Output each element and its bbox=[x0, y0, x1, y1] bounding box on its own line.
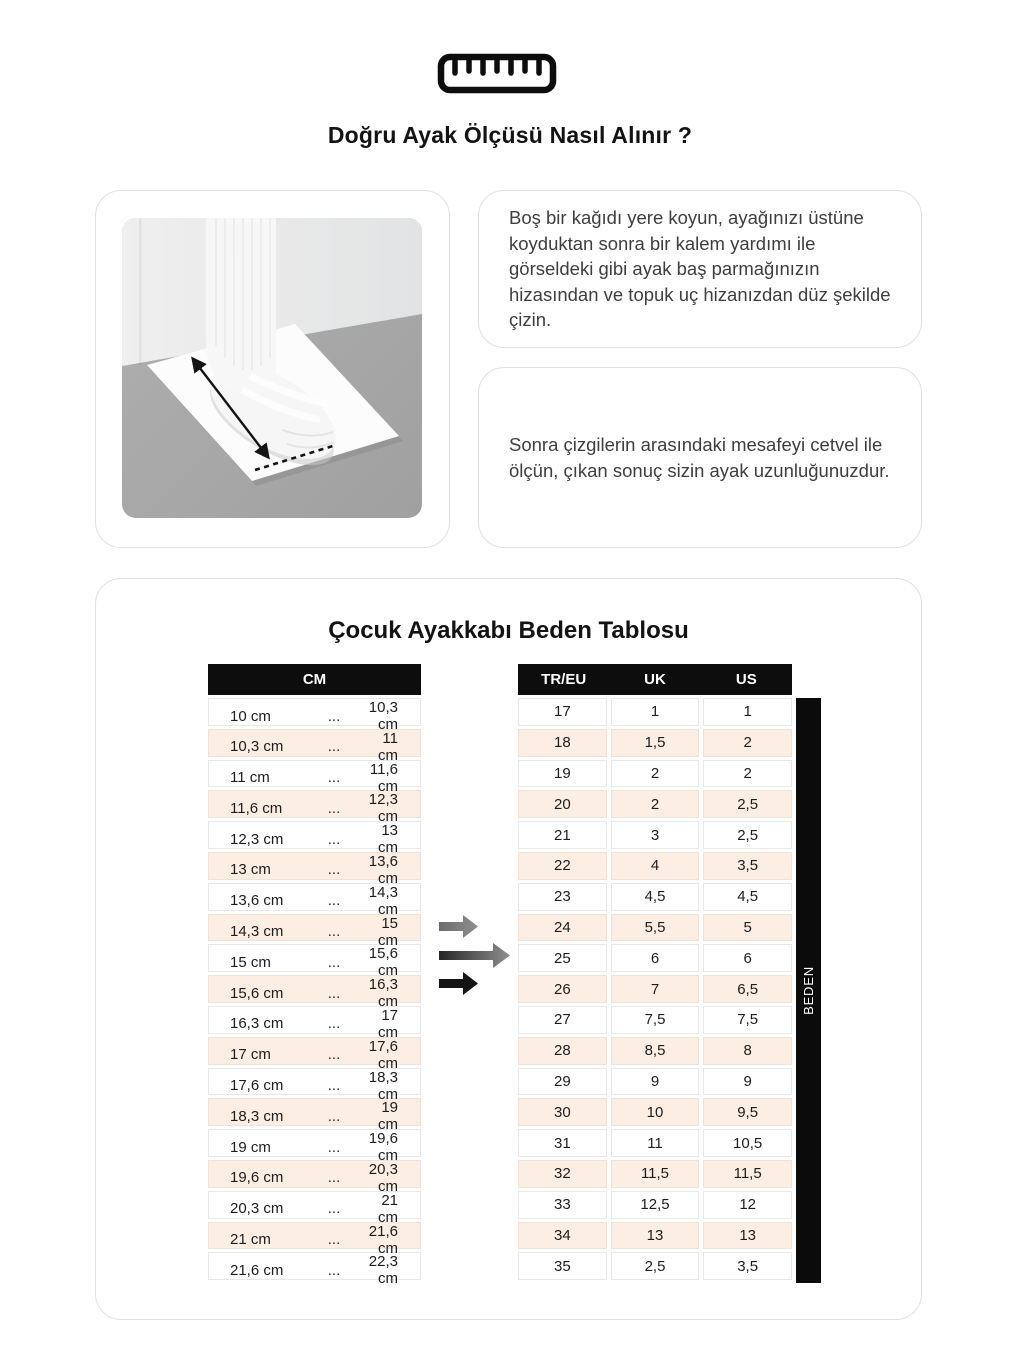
uk-value: 1,5 bbox=[611, 729, 700, 757]
instruction-step-1: Boş bir kağıdı yere koyun, ayağınızı üstüne koyduktan sonra bir kalem yardımı ile görseldeki gibi ayak baş parmağınızın hizasından ve topuk uç hizanızdan düz şekilde çizin. bbox=[509, 207, 891, 331]
size-table-title: Çocuk Ayakkabı Beden Tablosu bbox=[328, 617, 689, 644]
cm-from-value: 21 cm bbox=[230, 1231, 271, 1249]
intl-table-row bbox=[518, 1222, 792, 1250]
cm-to-value: 18,3 cm bbox=[368, 1068, 398, 1103]
cm-table-row bbox=[208, 1191, 421, 1226]
uk-value: 4,5 bbox=[611, 883, 700, 911]
range-separator: ... bbox=[327, 1261, 341, 1279]
us-value: 7,5 bbox=[703, 1006, 792, 1034]
us-value: 2,5 bbox=[703, 821, 792, 849]
page-title: Doğru Ayak Ölçüsü Nasıl Alınır ? bbox=[327, 122, 693, 148]
cm-table-row bbox=[208, 1068, 421, 1103]
uk-value: 9 bbox=[611, 1068, 700, 1096]
cm-from-value: 12,3 cm bbox=[230, 830, 284, 848]
cm-table-row bbox=[208, 729, 421, 764]
range-separator: ... bbox=[327, 738, 341, 756]
tr-eu-value: 20 bbox=[518, 790, 607, 818]
tr-eu-value: 26 bbox=[518, 975, 607, 1003]
cm-to-value: 14,3 cm bbox=[368, 883, 398, 918]
cm-table-row bbox=[208, 1006, 421, 1041]
tr-eu-value: 18 bbox=[518, 729, 607, 757]
beden-label-text: BEDEN bbox=[801, 966, 817, 1015]
cm-table-body bbox=[208, 698, 421, 1288]
tr-eu-value: 28 bbox=[518, 1037, 607, 1065]
range-separator: ... bbox=[327, 892, 341, 910]
intl-size-table bbox=[518, 664, 792, 1283]
cm-to-value: 11 cm bbox=[378, 729, 398, 764]
cm-table-row bbox=[208, 1129, 421, 1165]
cm-from-value: 19,6 cm bbox=[230, 1169, 284, 1187]
intl-table-row bbox=[518, 698, 792, 726]
cm-from-value: 17 cm bbox=[230, 1046, 271, 1064]
cm-table-row bbox=[208, 790, 421, 826]
intl-table-row bbox=[518, 729, 792, 757]
intl-table-row bbox=[518, 1098, 792, 1126]
cm-from-value: 18,3 cm bbox=[230, 1107, 284, 1125]
tr-eu-value: 30 bbox=[518, 1098, 607, 1126]
uk-value: 5,5 bbox=[611, 914, 700, 942]
col-header-uk: UK bbox=[644, 671, 666, 688]
tr-eu-value: 17 bbox=[518, 698, 607, 726]
uk-value: 7,5 bbox=[611, 1006, 700, 1034]
tr-eu-value: 34 bbox=[518, 1222, 607, 1250]
range-separator: ... bbox=[327, 1138, 341, 1156]
range-separator: ... bbox=[327, 861, 341, 879]
tr-eu-value: 24 bbox=[518, 914, 607, 942]
intl-table-row bbox=[518, 1037, 792, 1065]
intl-table-row bbox=[518, 914, 792, 942]
us-value: 12 bbox=[703, 1191, 792, 1219]
uk-value: 11,5 bbox=[611, 1160, 700, 1188]
tr-eu-value: 25 bbox=[518, 944, 607, 972]
cm-table-row bbox=[208, 975, 421, 1011]
intl-table-row bbox=[518, 1160, 792, 1188]
uk-value: 6 bbox=[611, 944, 700, 972]
cm-table-row bbox=[208, 883, 421, 918]
us-value: 8 bbox=[703, 1037, 792, 1065]
tr-eu-value: 22 bbox=[518, 852, 607, 880]
cm-table-row bbox=[208, 760, 421, 795]
us-value: 2,5 bbox=[703, 790, 792, 818]
uk-value: 2 bbox=[611, 790, 700, 818]
foot-measurement-photo bbox=[122, 218, 422, 518]
uk-value: 1 bbox=[611, 698, 700, 726]
us-value: 5 bbox=[703, 914, 792, 942]
tr-eu-value: 27 bbox=[518, 1006, 607, 1034]
cm-to-value: 21 cm bbox=[378, 1191, 398, 1226]
cm-table-row bbox=[208, 1222, 421, 1257]
cm-to-value: 17 cm bbox=[378, 1006, 398, 1041]
col-header-tr-eu: TR/EU bbox=[541, 671, 587, 688]
cm-to-value: 10,3 cm bbox=[368, 699, 398, 733]
range-separator: ... bbox=[327, 1231, 341, 1249]
range-separator: ... bbox=[327, 1169, 341, 1187]
intl-table-row bbox=[518, 852, 792, 880]
cm-to-value: 19 cm bbox=[378, 1099, 398, 1134]
cm-table-row bbox=[208, 821, 421, 857]
uk-value: 4 bbox=[611, 852, 700, 880]
cm-from-value: 20,3 cm bbox=[230, 1200, 284, 1218]
range-separator: ... bbox=[327, 799, 341, 817]
us-value: 6,5 bbox=[703, 975, 792, 1003]
us-value: 3,5 bbox=[703, 1252, 792, 1280]
range-separator: ... bbox=[327, 1077, 341, 1095]
cm-table-header: CM bbox=[208, 664, 421, 695]
tr-eu-value: 29 bbox=[518, 1068, 607, 1096]
cm-to-value: 11,6 cm bbox=[369, 760, 398, 795]
cm-from-value: 21,6 cm bbox=[230, 1261, 284, 1279]
cm-to-value: 13 cm bbox=[378, 822, 398, 857]
us-value: 3,5 bbox=[703, 852, 792, 880]
instruction-card-2 bbox=[478, 367, 922, 548]
tr-eu-value: 32 bbox=[518, 1160, 607, 1188]
cm-to-value: 17,6 cm bbox=[368, 1037, 398, 1072]
cm-to-value: 21,6 cm bbox=[368, 1222, 398, 1257]
uk-value: 3 bbox=[611, 821, 700, 849]
range-separator: ... bbox=[327, 923, 341, 941]
cm-from-value: 16,3 cm bbox=[230, 1015, 284, 1033]
range-separator: ... bbox=[327, 1107, 341, 1125]
us-value: 13 bbox=[703, 1222, 792, 1250]
intl-table-row bbox=[518, 944, 792, 972]
cm-to-value: 20,3 cm bbox=[368, 1160, 398, 1195]
range-separator: ... bbox=[327, 1046, 341, 1064]
cm-to-value: 16,3 cm bbox=[368, 976, 398, 1011]
beden-side-label bbox=[796, 698, 821, 1283]
uk-value: 2 bbox=[611, 760, 700, 788]
intl-table-row bbox=[518, 760, 792, 788]
us-value: 4,5 bbox=[703, 883, 792, 911]
range-separator: ... bbox=[327, 953, 341, 971]
us-value: 10,5 bbox=[703, 1129, 792, 1157]
range-separator: ... bbox=[327, 1015, 341, 1033]
cm-to-value: 15 cm bbox=[378, 914, 398, 949]
range-separator: ... bbox=[327, 769, 341, 787]
cm-from-value: 10,3 cm bbox=[230, 738, 284, 756]
uk-value: 12,5 bbox=[611, 1191, 700, 1219]
cm-from-value: 11 cm bbox=[230, 769, 270, 787]
cm-from-value: 13 cm bbox=[230, 861, 271, 879]
cm-table-row bbox=[208, 852, 421, 887]
intl-table-row bbox=[518, 1252, 792, 1280]
cm-to-value: 13,6 cm bbox=[368, 852, 398, 887]
col-header-us: US bbox=[735, 671, 757, 688]
instruction-card-1 bbox=[478, 190, 922, 348]
range-separator: ... bbox=[327, 984, 341, 1002]
us-value: 6 bbox=[703, 944, 792, 972]
us-value: 2 bbox=[703, 760, 792, 788]
cm-from-value: 15,6 cm bbox=[230, 984, 284, 1002]
tr-eu-value: 23 bbox=[518, 883, 607, 911]
cm-to-value: 15,6 cm bbox=[368, 945, 398, 980]
intl-table-row bbox=[518, 883, 792, 911]
cm-from-value: 13,6 cm bbox=[230, 892, 284, 910]
intl-table-row bbox=[518, 1068, 792, 1096]
tr-eu-value: 31 bbox=[518, 1129, 607, 1157]
intl-table-body bbox=[518, 698, 792, 1280]
cm-table-row bbox=[208, 1098, 421, 1134]
cm-to-value: 22,3 cm bbox=[368, 1253, 398, 1288]
tr-eu-value: 33 bbox=[518, 1191, 607, 1219]
cm-to-value: 12,3 cm bbox=[368, 791, 398, 826]
us-value: 11,5 bbox=[703, 1160, 792, 1188]
ruler-icon bbox=[437, 53, 557, 95]
tr-eu-value: 21 bbox=[518, 821, 607, 849]
cm-from-value: 11,6 cm bbox=[230, 799, 283, 817]
measurement-photo-card bbox=[95, 190, 450, 548]
intl-table-row bbox=[518, 975, 792, 1003]
uk-value: 10 bbox=[611, 1098, 700, 1126]
tr-eu-value: 19 bbox=[518, 760, 607, 788]
range-separator: ... bbox=[327, 707, 341, 725]
us-value: 9 bbox=[703, 1068, 792, 1096]
intl-table-row bbox=[518, 821, 792, 849]
cm-table-row bbox=[208, 944, 421, 980]
cm-table-row bbox=[208, 1160, 421, 1195]
cm-from-value: 14,3 cm bbox=[230, 923, 284, 941]
tr-eu-value: 35 bbox=[518, 1252, 607, 1280]
us-value: 1 bbox=[703, 698, 792, 726]
conversion-arrows-icon bbox=[437, 913, 511, 999]
cm-table-row bbox=[208, 1037, 421, 1072]
cm-to-value: 19,6 cm bbox=[368, 1130, 398, 1165]
uk-value: 11 bbox=[611, 1129, 700, 1157]
cm-table-row bbox=[208, 1252, 421, 1288]
cm-table-row bbox=[208, 698, 421, 733]
intl-table-row bbox=[518, 790, 792, 818]
cm-table-row bbox=[208, 914, 421, 949]
uk-value: 13 bbox=[611, 1222, 700, 1250]
range-separator: ... bbox=[327, 1200, 341, 1218]
cm-from-value: 17,6 cm bbox=[230, 1077, 284, 1095]
intl-table-row bbox=[518, 1129, 792, 1157]
uk-value: 2,5 bbox=[611, 1252, 700, 1280]
cm-table bbox=[208, 664, 421, 1288]
us-value: 9,5 bbox=[703, 1098, 792, 1126]
intl-table-row bbox=[518, 1006, 792, 1034]
uk-value: 8,5 bbox=[611, 1037, 700, 1065]
instruction-step-2: Sonra çizgilerin arasındaki mesafeyi cetvel ile ölçün, çıkan sonuç sizin ayak uzunluğunuzdur. bbox=[509, 434, 890, 481]
intl-table-header bbox=[518, 664, 792, 695]
us-value: 2 bbox=[703, 729, 792, 757]
cm-from-value: 19 cm bbox=[230, 1138, 271, 1156]
range-separator: ... bbox=[327, 830, 341, 848]
intl-table-row bbox=[518, 1191, 792, 1219]
cm-from-value: 10 cm bbox=[230, 707, 271, 725]
cm-from-value: 15 cm bbox=[230, 953, 271, 971]
uk-value: 7 bbox=[611, 975, 700, 1003]
size-table-card bbox=[95, 578, 922, 1320]
